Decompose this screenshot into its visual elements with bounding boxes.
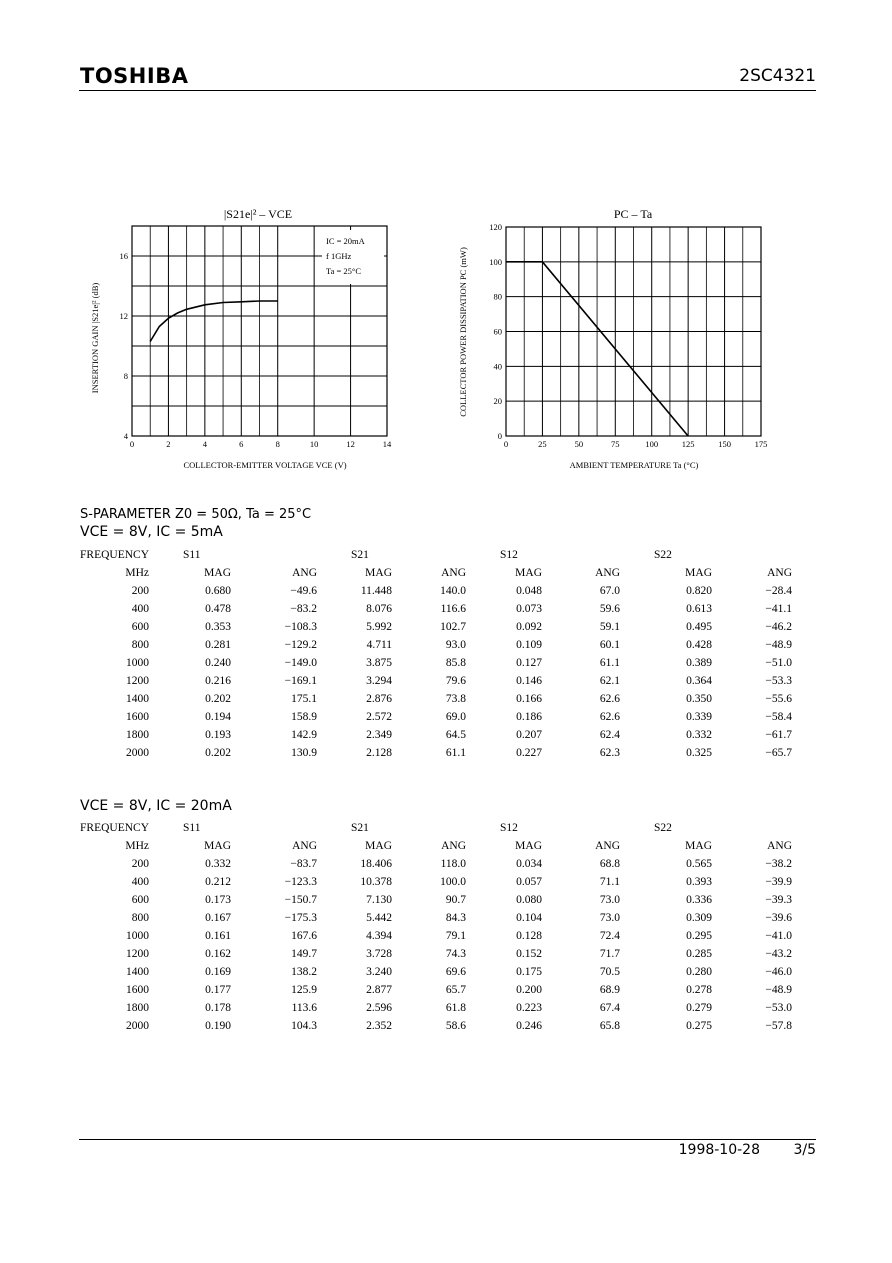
table-row — [80, 855, 792, 873]
pc-vs-ta-chart — [450, 200, 790, 480]
table-row-cell: 158.9 — [291, 711, 318, 723]
c1-xtick-label: 0 — [129, 439, 135, 449]
table-group-header — [80, 819, 792, 837]
table-row — [80, 999, 792, 1017]
table-row-cell: 64.5 — [445, 729, 467, 741]
c2-ytick-label: 120 — [489, 222, 502, 232]
part-number: 2SC4321 — [739, 66, 816, 86]
table-unit-header-cell: MAG — [685, 840, 713, 852]
table-group-header — [80, 546, 792, 564]
table-row-cell: 118.0 — [440, 858, 467, 870]
c1-xtick-label: 12 — [346, 439, 355, 449]
table-row-cell: 65.7 — [445, 984, 467, 996]
table-row-cell: 79.1 — [445, 930, 467, 942]
table-row-cell: 400 — [131, 876, 150, 888]
table-row-cell: 0.393 — [686, 876, 713, 888]
table-row-cell: 0.202 — [205, 693, 232, 705]
table-row-cell: −39.9 — [765, 876, 793, 888]
table-row-cell: 102.7 — [440, 621, 467, 633]
c2-xtick-label: 175 — [754, 439, 768, 449]
table-row-cell: 4.394 — [366, 930, 393, 942]
table-row — [80, 1017, 792, 1035]
table2-condition: VCE = 8V, IC = 20mA — [80, 798, 232, 814]
table-row-cell: 0.216 — [205, 675, 232, 687]
table-row-cell: 2.128 — [366, 747, 393, 759]
table-unit-header-cell: MAG — [515, 840, 543, 852]
table-row-cell: 0.161 — [205, 930, 232, 942]
table-unit-header — [80, 564, 792, 582]
table-row-cell: 4.711 — [366, 639, 393, 651]
table-row-cell: 1200 — [126, 675, 150, 687]
table-row-cell: 0.364 — [686, 675, 713, 687]
table-unit-header-cell: MAG — [365, 567, 393, 579]
table-row-cell: 0.495 — [686, 621, 713, 633]
table-row-cell: 0.190 — [205, 1020, 232, 1032]
table-row-cell: 0.246 — [516, 1020, 543, 1032]
table-row-cell: 167.6 — [291, 930, 318, 942]
table-row-cell: 113.6 — [291, 1002, 318, 1014]
table-unit-header-cell: ANG — [595, 567, 621, 579]
table-row-cell: −41.1 — [765, 603, 793, 615]
table-row-cell: −51.0 — [765, 657, 793, 669]
table-row-cell: −28.4 — [765, 585, 793, 597]
table-row-cell: 0.073 — [516, 603, 543, 615]
table-unit-header — [80, 837, 792, 855]
c2-ytick-label: 40 — [493, 361, 502, 372]
c2-ytick-label: 80 — [493, 291, 502, 302]
table-row-cell: 175.1 — [291, 693, 318, 705]
table-row-cell: 0.680 — [205, 585, 232, 597]
table-row-cell: 0.166 — [516, 693, 543, 705]
c1-ytick-label: 16 — [119, 251, 128, 261]
table-row-cell: 0.223 — [516, 1002, 543, 1014]
table-row-cell: −175.3 — [284, 912, 318, 924]
table-row-cell: 0.175 — [516, 966, 543, 978]
table-row-cell: 0.092 — [516, 621, 543, 633]
table-unit-header-cell: ANG — [292, 567, 318, 579]
table-row-cell: 3.294 — [366, 675, 393, 687]
c2-xtick-label: 75 — [611, 439, 620, 449]
table-unit-header-cell: ANG — [441, 840, 467, 852]
table-row-cell: −48.9 — [765, 639, 793, 651]
footer-page: 3/5 — [793, 1142, 816, 1158]
table-row-cell: −53.0 — [765, 1002, 793, 1014]
table-row-cell: 0.309 — [686, 912, 713, 924]
table-row-cell: 1000 — [126, 657, 150, 669]
table-row-cell: 2.352 — [366, 1020, 393, 1032]
table-row-cell: −129.2 — [284, 639, 318, 651]
table-row-cell: 0.193 — [205, 729, 232, 741]
table-group-label: S21 — [351, 822, 369, 834]
table-row-cell: 5.992 — [366, 621, 393, 633]
chart1-annotation-line: IC = 20mA — [326, 236, 365, 246]
table-row-cell: 0.162 — [205, 948, 232, 960]
table-unit-header-cell: MHz — [125, 567, 150, 579]
table-unit-header-cell: MHz — [125, 840, 150, 852]
table-row-cell: 0.350 — [686, 693, 713, 705]
table-row-cell: 3.728 — [366, 948, 393, 960]
c2-ytick-label: 100 — [489, 256, 502, 267]
table-row — [80, 636, 792, 654]
c2-xtick-label: 50 — [574, 439, 584, 449]
c2-ytick-label: 0 — [497, 431, 502, 441]
brand-logo: TOSHIBA — [80, 64, 189, 88]
table-row-cell: 69.0 — [445, 711, 467, 723]
table-row-cell: 1800 — [126, 1002, 150, 1014]
table-row-cell: −43.2 — [765, 948, 793, 960]
table-row-cell: 3.240 — [366, 966, 393, 978]
table-row-cell: 0.295 — [686, 930, 713, 942]
table-row-cell: −46.2 — [765, 621, 793, 633]
header-rule — [79, 90, 816, 91]
c1-xtick-label: 14 — [382, 439, 392, 449]
table-row-cell: 200 — [131, 585, 150, 597]
table-unit-header-cell: ANG — [595, 840, 621, 852]
table-row-cell: 18.406 — [360, 858, 393, 870]
table-row-cell: 61.1 — [599, 657, 621, 669]
table-row-cell: 2.876 — [366, 693, 393, 705]
footer-date: 1998-10-28 — [678, 1142, 760, 1158]
table-row-cell: 116.6 — [440, 603, 467, 615]
table-row-cell: −58.4 — [765, 711, 793, 723]
table-row-cell: 62.4 — [599, 729, 621, 741]
table-group-label: S22 — [654, 822, 672, 834]
table-row-cell: 73.0 — [599, 912, 621, 924]
table-row-cell: −83.7 — [290, 858, 318, 870]
table-row-cell: 0.332 — [205, 858, 232, 870]
table-unit-header-cell: MAG — [204, 567, 232, 579]
c2-ytick-label: 60 — [493, 326, 502, 337]
chart1-annotation-line: Ta = 25°C — [326, 266, 361, 276]
table-group-label: FREQUENCY — [80, 549, 150, 561]
table-unit-header-cell: MAG — [365, 840, 393, 852]
table-row-cell: 67.0 — [599, 585, 621, 597]
table-row-cell: 0.104 — [516, 912, 543, 924]
table-row-cell: 0.428 — [686, 639, 713, 651]
chart2-title: PC – Ta — [613, 207, 653, 221]
table-row-cell: 1600 — [126, 711, 150, 723]
c2-ytick-label: 20 — [493, 396, 502, 407]
c1-xtick-label: 8 — [275, 439, 280, 449]
table-row-cell: −65.7 — [765, 747, 793, 759]
table-row-cell: 0.146 — [516, 675, 543, 687]
table-row-cell: 2.596 — [366, 1002, 393, 1014]
table-row-cell: 0.212 — [205, 876, 232, 888]
table-row-cell: −41.0 — [765, 930, 793, 942]
table-row-cell: 1800 — [126, 729, 150, 741]
table-group-label: FREQUENCY — [80, 822, 150, 834]
c1-xtick-label: 4 — [202, 439, 207, 449]
table-row-cell: 59.6 — [599, 603, 621, 615]
table-row-cell: 125.9 — [291, 984, 318, 996]
gain-vs-vce-chart — [80, 200, 410, 480]
sparam-table-20ma — [80, 819, 792, 1035]
table-row-cell: 0.202 — [205, 747, 232, 759]
table-unit-header-cell: ANG — [767, 840, 793, 852]
chart1-ylabel: INSERTION GAIN |S21e|² (dB) — [90, 282, 100, 394]
table-row-cell: 0.280 — [686, 966, 713, 978]
table-row-cell: 71.1 — [599, 876, 621, 888]
table-row-cell: 0.279 — [686, 1002, 713, 1014]
table-row-cell: −108.3 — [284, 621, 318, 633]
chart1-annotation-line: f 1GHz — [326, 251, 352, 261]
table-row-cell: 100.0 — [440, 876, 467, 888]
table-row-cell: 70.5 — [599, 966, 621, 978]
table-row — [80, 945, 792, 963]
chart1-xlabel: COLLECTOR-EMITTER VOLTAGE VCE (V) — [183, 460, 347, 470]
table-row-cell: 0.200 — [516, 984, 543, 996]
table-row-cell: 142.9 — [291, 729, 318, 741]
table-row-cell: 0.353 — [205, 621, 232, 633]
table-row-cell: 73.0 — [599, 894, 621, 906]
table-row-cell: −55.6 — [765, 693, 793, 705]
table-row-cell: 0.169 — [205, 966, 232, 978]
footer-rule — [79, 1139, 816, 1140]
table-unit-header-cell: ANG — [441, 567, 467, 579]
table-row — [80, 963, 792, 981]
table-row-cell: 2000 — [126, 747, 150, 759]
table-row-cell: −123.3 — [284, 876, 318, 888]
table-row-cell: 800 — [131, 912, 150, 924]
table-row-cell: 0.048 — [516, 585, 543, 597]
table-row-cell: 0.336 — [686, 894, 713, 906]
table-row-cell: 59.1 — [599, 621, 621, 633]
table-row-cell: 3.875 — [366, 657, 393, 669]
table-row-cell: −150.7 — [284, 894, 318, 906]
table-row-cell: 104.3 — [291, 1020, 318, 1032]
table-row-cell: −57.8 — [765, 1020, 793, 1032]
table-row-cell: 0.240 — [205, 657, 232, 669]
c1-ytick-label: 8 — [123, 371, 128, 381]
c2-xtick-label: 125 — [681, 439, 695, 449]
table-row — [80, 726, 792, 744]
table-row-cell: 79.6 — [445, 675, 467, 687]
table-row-cell: −39.6 — [765, 912, 793, 924]
table-row-cell: 67.4 — [599, 1002, 621, 1014]
table-row-cell: −83.2 — [290, 603, 318, 615]
table-row-cell: 71.7 — [599, 948, 621, 960]
table-row-cell: 0.281 — [205, 639, 232, 651]
table-row-cell: 65.8 — [599, 1020, 621, 1032]
table-row-cell: 1000 — [126, 930, 150, 942]
c2-xtick-label: 0 — [503, 439, 509, 449]
table-row-cell: 61.1 — [445, 747, 467, 759]
table-row-cell: 0.186 — [516, 711, 543, 723]
c2-xtick-label: 100 — [645, 439, 659, 449]
table-group-label: S22 — [654, 549, 672, 561]
table-row-cell: 0.285 — [686, 948, 713, 960]
table-row — [80, 744, 792, 762]
table-row-cell: 600 — [131, 621, 150, 633]
table-row-cell: −49.6 — [290, 585, 318, 597]
table-group-label: S21 — [351, 549, 369, 561]
table-row-cell: 0.080 — [516, 894, 543, 906]
table-row-cell: 0.057 — [516, 876, 543, 888]
table-row-cell: 61.8 — [445, 1002, 467, 1014]
table-row-cell: 2.877 — [366, 984, 393, 996]
table-row-cell: 0.325 — [686, 747, 713, 759]
table-row-cell: 0.167 — [205, 912, 232, 924]
table-row-cell: 0.152 — [516, 948, 543, 960]
table-row-cell: 69.6 — [445, 966, 467, 978]
table-row-cell: 93.0 — [445, 639, 467, 651]
table-row-cell: 8.076 — [366, 603, 393, 615]
table-row — [80, 873, 792, 891]
table-row-cell: 138.2 — [291, 966, 318, 978]
table-row — [80, 909, 792, 927]
table-row-cell: 140.0 — [440, 585, 467, 597]
table-group-label: S11 — [183, 822, 201, 834]
table-unit-header-cell: MAG — [515, 567, 543, 579]
table-row-cell: 0.178 — [205, 1002, 232, 1014]
table-row-cell: 72.4 — [599, 930, 621, 942]
table-row — [80, 708, 792, 726]
c1-ytick-label: 12 — [119, 311, 128, 321]
table-row-cell: 0.128 — [516, 930, 543, 942]
table-row-cell: 0.275 — [686, 1020, 713, 1032]
table-row-cell: 0.034 — [516, 858, 543, 870]
table-unit-header-cell: MAG — [685, 567, 713, 579]
table-row-cell: 800 — [131, 639, 150, 651]
table-row — [80, 672, 792, 690]
table-row-cell: 84.3 — [445, 912, 467, 924]
table-unit-header-cell: ANG — [767, 567, 793, 579]
c1-xtick-label: 2 — [166, 439, 171, 449]
c1-ytick-label: 4 — [123, 431, 128, 441]
table-row-cell: 62.1 — [599, 675, 621, 687]
table-row-cell: 1200 — [126, 948, 150, 960]
table-row-cell: −46.0 — [765, 966, 793, 978]
table-row-cell: 0.109 — [516, 639, 543, 651]
table-row-cell: −48.9 — [765, 984, 793, 996]
table-row-cell: 1400 — [126, 693, 150, 705]
chart2-ylabel: COLLECTOR POWER DISSIPATION PC (mW) — [458, 247, 468, 417]
table-row-cell: 10.378 — [360, 876, 393, 888]
table-row-cell: 85.8 — [445, 657, 467, 669]
table1-condition: VCE = 8V, IC = 5mA — [80, 524, 223, 540]
table-row-cell: 1400 — [126, 966, 150, 978]
table-row-cell: 149.7 — [291, 948, 318, 960]
table-group-label: S12 — [500, 822, 518, 834]
table-row — [80, 891, 792, 909]
table-row-cell: 62.3 — [599, 747, 621, 759]
table-row-cell: 2000 — [126, 1020, 150, 1032]
table-row-cell: 0.207 — [516, 729, 543, 741]
table-row-cell: 0.227 — [516, 747, 543, 759]
table-row-cell: −39.3 — [765, 894, 793, 906]
table-row — [80, 981, 792, 999]
table-row-cell: 68.9 — [599, 984, 621, 996]
table-row-cell: 0.173 — [205, 894, 232, 906]
table-row-cell: 0.332 — [686, 729, 713, 741]
table-row-cell: 0.478 — [205, 603, 232, 615]
table-row-cell: −38.2 — [765, 858, 793, 870]
table-row-cell: 400 — [131, 603, 150, 615]
table-row-cell: 0.339 — [686, 711, 713, 723]
c1-xtick-label: 6 — [239, 439, 244, 449]
table-row-cell: 74.3 — [445, 948, 467, 960]
c2-xtick-label: 25 — [538, 439, 547, 449]
table-row — [80, 618, 792, 636]
table-row-cell: 130.9 — [291, 747, 318, 759]
table-row-cell: −169.1 — [284, 675, 318, 687]
c1-xtick-label: 10 — [309, 439, 319, 449]
table-row-cell: 68.8 — [599, 858, 621, 870]
table-row-cell: 2.349 — [366, 729, 393, 741]
table-row-cell: 0.127 — [516, 657, 543, 669]
table-row-cell: 62.6 — [599, 711, 621, 723]
table-row-cell: 0.820 — [686, 585, 713, 597]
table-row-cell: −149.0 — [284, 657, 318, 669]
table-row-cell: 73.8 — [445, 693, 467, 705]
table-row-cell: 60.1 — [599, 639, 621, 651]
sparam-table-5ma — [80, 546, 792, 762]
table-row — [80, 600, 792, 618]
table-row-cell: 1600 — [126, 984, 150, 996]
table-group-label: S12 — [500, 549, 518, 561]
table-row-cell: 0.565 — [686, 858, 713, 870]
table-row-cell: 200 — [131, 858, 150, 870]
table-row-cell: 5.442 — [366, 912, 393, 924]
table-row-cell: 2.572 — [366, 711, 393, 723]
c2-xtick-label: 150 — [718, 439, 731, 449]
table-row-cell: 0.177 — [205, 984, 232, 996]
table-row-cell: 58.6 — [445, 1020, 467, 1032]
sparam-title: S-PARAMETER Z0 = 50Ω, Ta = 25°C — [80, 507, 312, 522]
c1-series-line — [150, 301, 278, 342]
table-row — [80, 654, 792, 672]
table-unit-header-cell: MAG — [204, 840, 232, 852]
table-row-cell: 11.448 — [360, 585, 393, 597]
table-row — [80, 690, 792, 708]
table-group-label: S11 — [183, 549, 201, 561]
table-row-cell: 90.7 — [445, 894, 467, 906]
table-row-cell: 62.6 — [599, 693, 621, 705]
table-row-cell: 600 — [131, 894, 150, 906]
table-row — [80, 927, 792, 945]
table-row-cell: 0.194 — [205, 711, 232, 723]
table-row — [80, 582, 792, 600]
chart1-title: |S21e|² – VCE — [223, 207, 293, 221]
table-unit-header-cell: ANG — [292, 840, 318, 852]
chart2-xlabel: AMBIENT TEMPERATURE Ta (°C) — [569, 460, 699, 470]
table-row-cell: 0.278 — [686, 984, 713, 996]
table-row-cell: 0.389 — [686, 657, 713, 669]
table-row-cell: 0.613 — [686, 603, 713, 615]
table-row-cell: 7.130 — [366, 894, 393, 906]
table-row-cell: −53.3 — [765, 675, 793, 687]
table-row-cell: −61.7 — [765, 729, 793, 741]
